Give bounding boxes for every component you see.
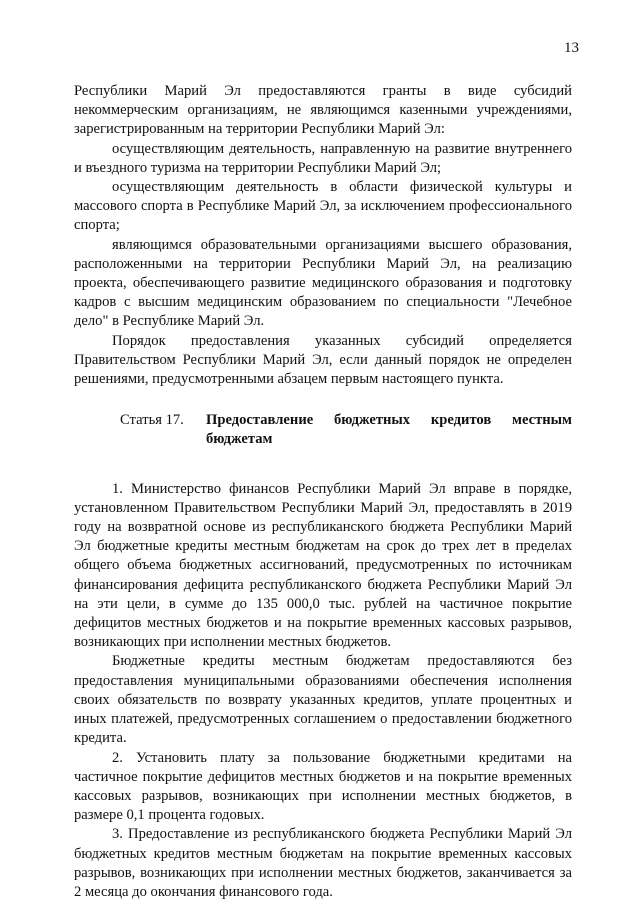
paragraph-item-1: 1. Министерство финансов Республики Марий Эл вправе в порядке, установленном Правительством Республики Марий Эл, предоставлять в 2019 году на возвратной основе из республиканского бюджета Республики Марий Эл бюджетные кредиты местным бюджетам на срок до трех лет в пределах общего объема бюджетных ассигнований, предусмотренных по источникам финансирования дефицита республиканского бюджета Республики Марий Эл на эти цели, в сумме до 135 000,0 тыс. рублей на частичное покрытие дефицитов местных бюджетов и на покрытие временных кассовых разрывов, возникающих при исполнении местных бюджетов.	[74, 480, 572, 651]
paragraph-credits: Бюджетные кредиты местным бюджетам предоставляются без предоставления муниципальными образованиями обеспечения исполнения своих обязательств по возврату указанных кредитов, уплате процентных и иных платежей, предусмотренных соглашением о предоставлении бюджетного кредита.	[74, 653, 572, 747]
paragraph-sport: осуществляющим деятельность в области физической культуры и массового спорта в Республике Марий Эл, за исключением профессионального спорта;	[74, 179, 572, 234]
paragraph-tourism: осуществляющим деятельность, направленную на развитие внутреннего и въездного туризма на территории Республики Марий Эл;	[74, 140, 572, 176]
paragraph-education: являющимся образовательными организациями высшего образования, расположенными на территории Республики Марий Эл, на реализацию проекта, обеспечивающего развитие медицинского образования и подготовку кадров с высшим медицинским образованием по специальности "Лечебное дело" в Республике Марий Эл.	[74, 236, 572, 330]
article-label: Статья 17.	[120, 412, 184, 429]
paragraph-item-3: 3. Предоставление из республиканского бюджета Республики Марий Эл бюджетных кредитов местным бюджетам на покрытие временных кассовых разрывов, возникающих при исполнении местных бюджетов, заканчивается за 2 месяца до окончания финансового года.	[74, 826, 572, 900]
document-body	[74, 82, 572, 902]
article-heading	[74, 411, 572, 449]
paragraph-item-2: 2. Установить плату за пользование бюджетными кредитами на частичное покрытие дефицитов местных бюджетов и на покрытие временных кассовых разрывов, возникающих при исполнении местных бюджетов, в размере 0,1 процента годовых.	[74, 749, 572, 824]
page-number: 13	[564, 40, 579, 56]
paragraph-intro: Республики Марий Эл предоставляются гранты в виде субсидий некоммерческим организациям, не являющимся казенными учреждениями, зарегистрированным на территории Республики Марий Эл:	[74, 83, 572, 138]
article-title: Предоставление бюджетных кредитов местным бюджетам	[206, 412, 572, 448]
paragraph-procedure: Порядок предоставления указанных субсидий определяется Правительством Республики Марий Эл, если данный порядок не определен решениями, предусмотренными абзацем первым настоящего пункта.	[74, 332, 572, 388]
